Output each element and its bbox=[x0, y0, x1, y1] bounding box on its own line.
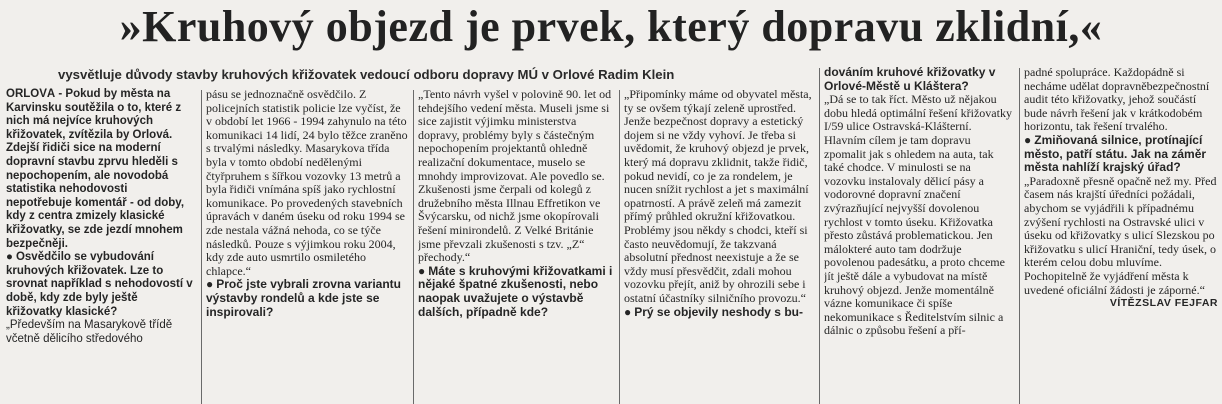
interview-answer: padné spolupráce. Každopádně si necháme udělat dopravněbezpečnostní audit této křižovatky, jehož součástí bude návrh řešení jak v krátkodobém horizontu, tak řešení trvalého. bbox=[1024, 66, 1210, 134]
article-column-6 bbox=[1024, 66, 1218, 404]
article-column-1 bbox=[6, 88, 196, 404]
bullet-icon: ● bbox=[624, 304, 632, 319]
question-text: Osvědčilo se vybudování kruhových křižovatek. Lze to srovnat například s nehodovostí v době, kdy zde byly ještě křižovatky klasické? bbox=[6, 251, 193, 318]
article-headline: »Kruhový objezd je prvek, který dopravu zklidní,« bbox=[119, 2, 1103, 51]
bullet-icon: ● bbox=[418, 263, 426, 278]
interview-question bbox=[206, 278, 408, 319]
interview-answer: „Tento návrh vyšel v polovině 90. let od tehdejšího vedení města. Museli jsme si sice zajistit výjimku ministerstva dopravy, problémy byly s částečným nepochopením projektantů ohledně realizační dokumentace, muselo se mnohdy improvizovat. Ale povedlo se. Zkušenosti jsme čerpali od kolegů z družebního města Illnau Effretikon ve Švýcarsku, od nichž jsme okopírovali řešení minirondelů. Z Velké Británie jsme převzali zkušenosti s tzv. „Z“ přechody.“ bbox=[418, 88, 612, 265]
column-rule bbox=[819, 68, 820, 404]
article-column-5 bbox=[824, 66, 1014, 404]
article-column-2 bbox=[206, 88, 408, 404]
article-column-4 bbox=[624, 88, 814, 404]
question-text: Máte s kruhovými křižovatkami i nějaké špatné zkušenosti, nebo naopak uvažujete o výstavbě dalších, případně kde? bbox=[418, 263, 613, 319]
column-rule bbox=[619, 90, 620, 404]
author-byline: VÍTĚZSLAV FEJFAR bbox=[1109, 297, 1218, 310]
column-rule bbox=[1019, 68, 1020, 404]
question-text: Prý se objevily neshody s bu- bbox=[634, 304, 803, 319]
question-text: Zmiňovaná silnice, protínající město, patří státu. Jak na záměr města nahlíží krajský úřad? bbox=[1024, 132, 1207, 175]
interview-question bbox=[1024, 134, 1218, 175]
interview-answer: „Dá se to tak říct. Město už nějakou dobu hledá optimální řešení křižovatky I/59 ulice Ostravská-Klášterní. Hlavním cílem je tam dopravu zpomalit jak s ohledem na auta, tak také chodce. V minulosti se na vozovku instalovaly dělicí pásy a vodorovné dopravní značení zvýrazňující nejvyšší dovolenou rychlost v tomto úseku. Křižovatka přesto zůstává problematickou. Jen málokteré auto tam dodržuje povolenou padesátku, a proto chceme jít ještě dále a vybudovat na místě kruhový objezd. Jenže momentálně vázne komunikace či spíše nekomunikace s Ředitelstvím silnic a dálnic o způsobu řešení a pří- bbox=[824, 92, 1012, 338]
interview-question-continued: dováním kruhové křižovatky v Orlové-Městě u Kláštera? bbox=[824, 66, 996, 93]
bullet-icon: ● bbox=[6, 251, 13, 264]
article-subheadline: vysvětluje důvody stavby kruhových křižovatek vedoucí odboru dopravy MÚ v Orlové Radim Klein bbox=[58, 67, 675, 82]
bullet-icon: ● bbox=[1024, 132, 1032, 147]
question-text: Proč jste vybrali zrovna variantu výstavby rondelů a kde jste se inspirovali? bbox=[206, 277, 401, 319]
interview-answer: „Především na Masarykově třídě včetně dělicího středového bbox=[6, 319, 173, 345]
article-lead: ORLOVÁ - Pokud by města na Karvinsku soutěžila o to, které z nich má nejvíce kruhových křižovatek, zvítězila by Orlová. Zdejší řidiči sice na moderní dopravní stavbu zprvu hleděli s nepochopením, ale novodobá statistika nehodovosti nepotřebuje komentář - od doby, kdy z centra zmizely klasické křižovatky, se zde jezdí mnohem bezpečněji. bbox=[6, 88, 185, 250]
interview-answer: „Připomínky máme od obyvatel města, ty se ovšem týkají zeleně uprostřed. Jenže bezpečnost dopravy a estetický dojem si ne vždy vyhoví. Je třeba si uvědomit, že kruhový objezd je prvek, který má dopravu zklidnit, takže řidič, pokud nevidí, co je za rondelem, je nucen snížit rychlost a jet s maximální opatrností. A právě zeleň má zamezit přímý průhled okružní křižovatkou. Problémy jsou někdy s chodci, kteří si často neuvědomují, že takzvaná absolutní přednost neexistuje a že se vždy musí přesvědčit, zdali mohou vozovku přejít, aniž by ohrozili sebe i ostatní účastníky silničního provozu.“ bbox=[624, 88, 812, 305]
interview-question bbox=[6, 251, 196, 319]
interview-answer: pásu se jednoznačně osvědčilo. Z policejních statistik policie lze vyčíst, že v období let 1966 - 1994 zahynulo na této komunikaci 14 lidí, 24 bylo těžce zraněno s trvalými následky. Masarykova třída byla v tomto období nedělenými čtyřpruhem s šířkou vozovky 13 metrů a byla řidiči vnímána spíš jako rychlostní komunikace. Po provedených stavebních úpravách v daném úseku od roku 1994 se zde nestala vážná nehoda, co se týče následků. Pouze s výjimkou roku 2004, kdy zde auto usmrtilo osmiletého chlapce.“ bbox=[206, 88, 408, 278]
column-rule bbox=[201, 90, 202, 404]
bullet-icon: ● bbox=[206, 277, 214, 292]
interview-answer: „Paradoxně přesně opačně než my. Před časem nás krajští úředníci požádali, abychom se vyjádřili k případnému zvýšení rychlosti na Ostravské ulici v úseku od křižovatky s ulicí Slezskou po křižovatku s ulicí Hraniční, tedy úsek, o kterém celou dobu mluvíme. Pochopitelně že vyjádření města k uvedené oficiální žádosti je záporné.“ bbox=[1024, 173, 1217, 297]
column-rule bbox=[413, 90, 414, 404]
interview-question bbox=[624, 306, 814, 320]
article-column-3 bbox=[418, 88, 614, 404]
interview-question bbox=[418, 265, 614, 319]
